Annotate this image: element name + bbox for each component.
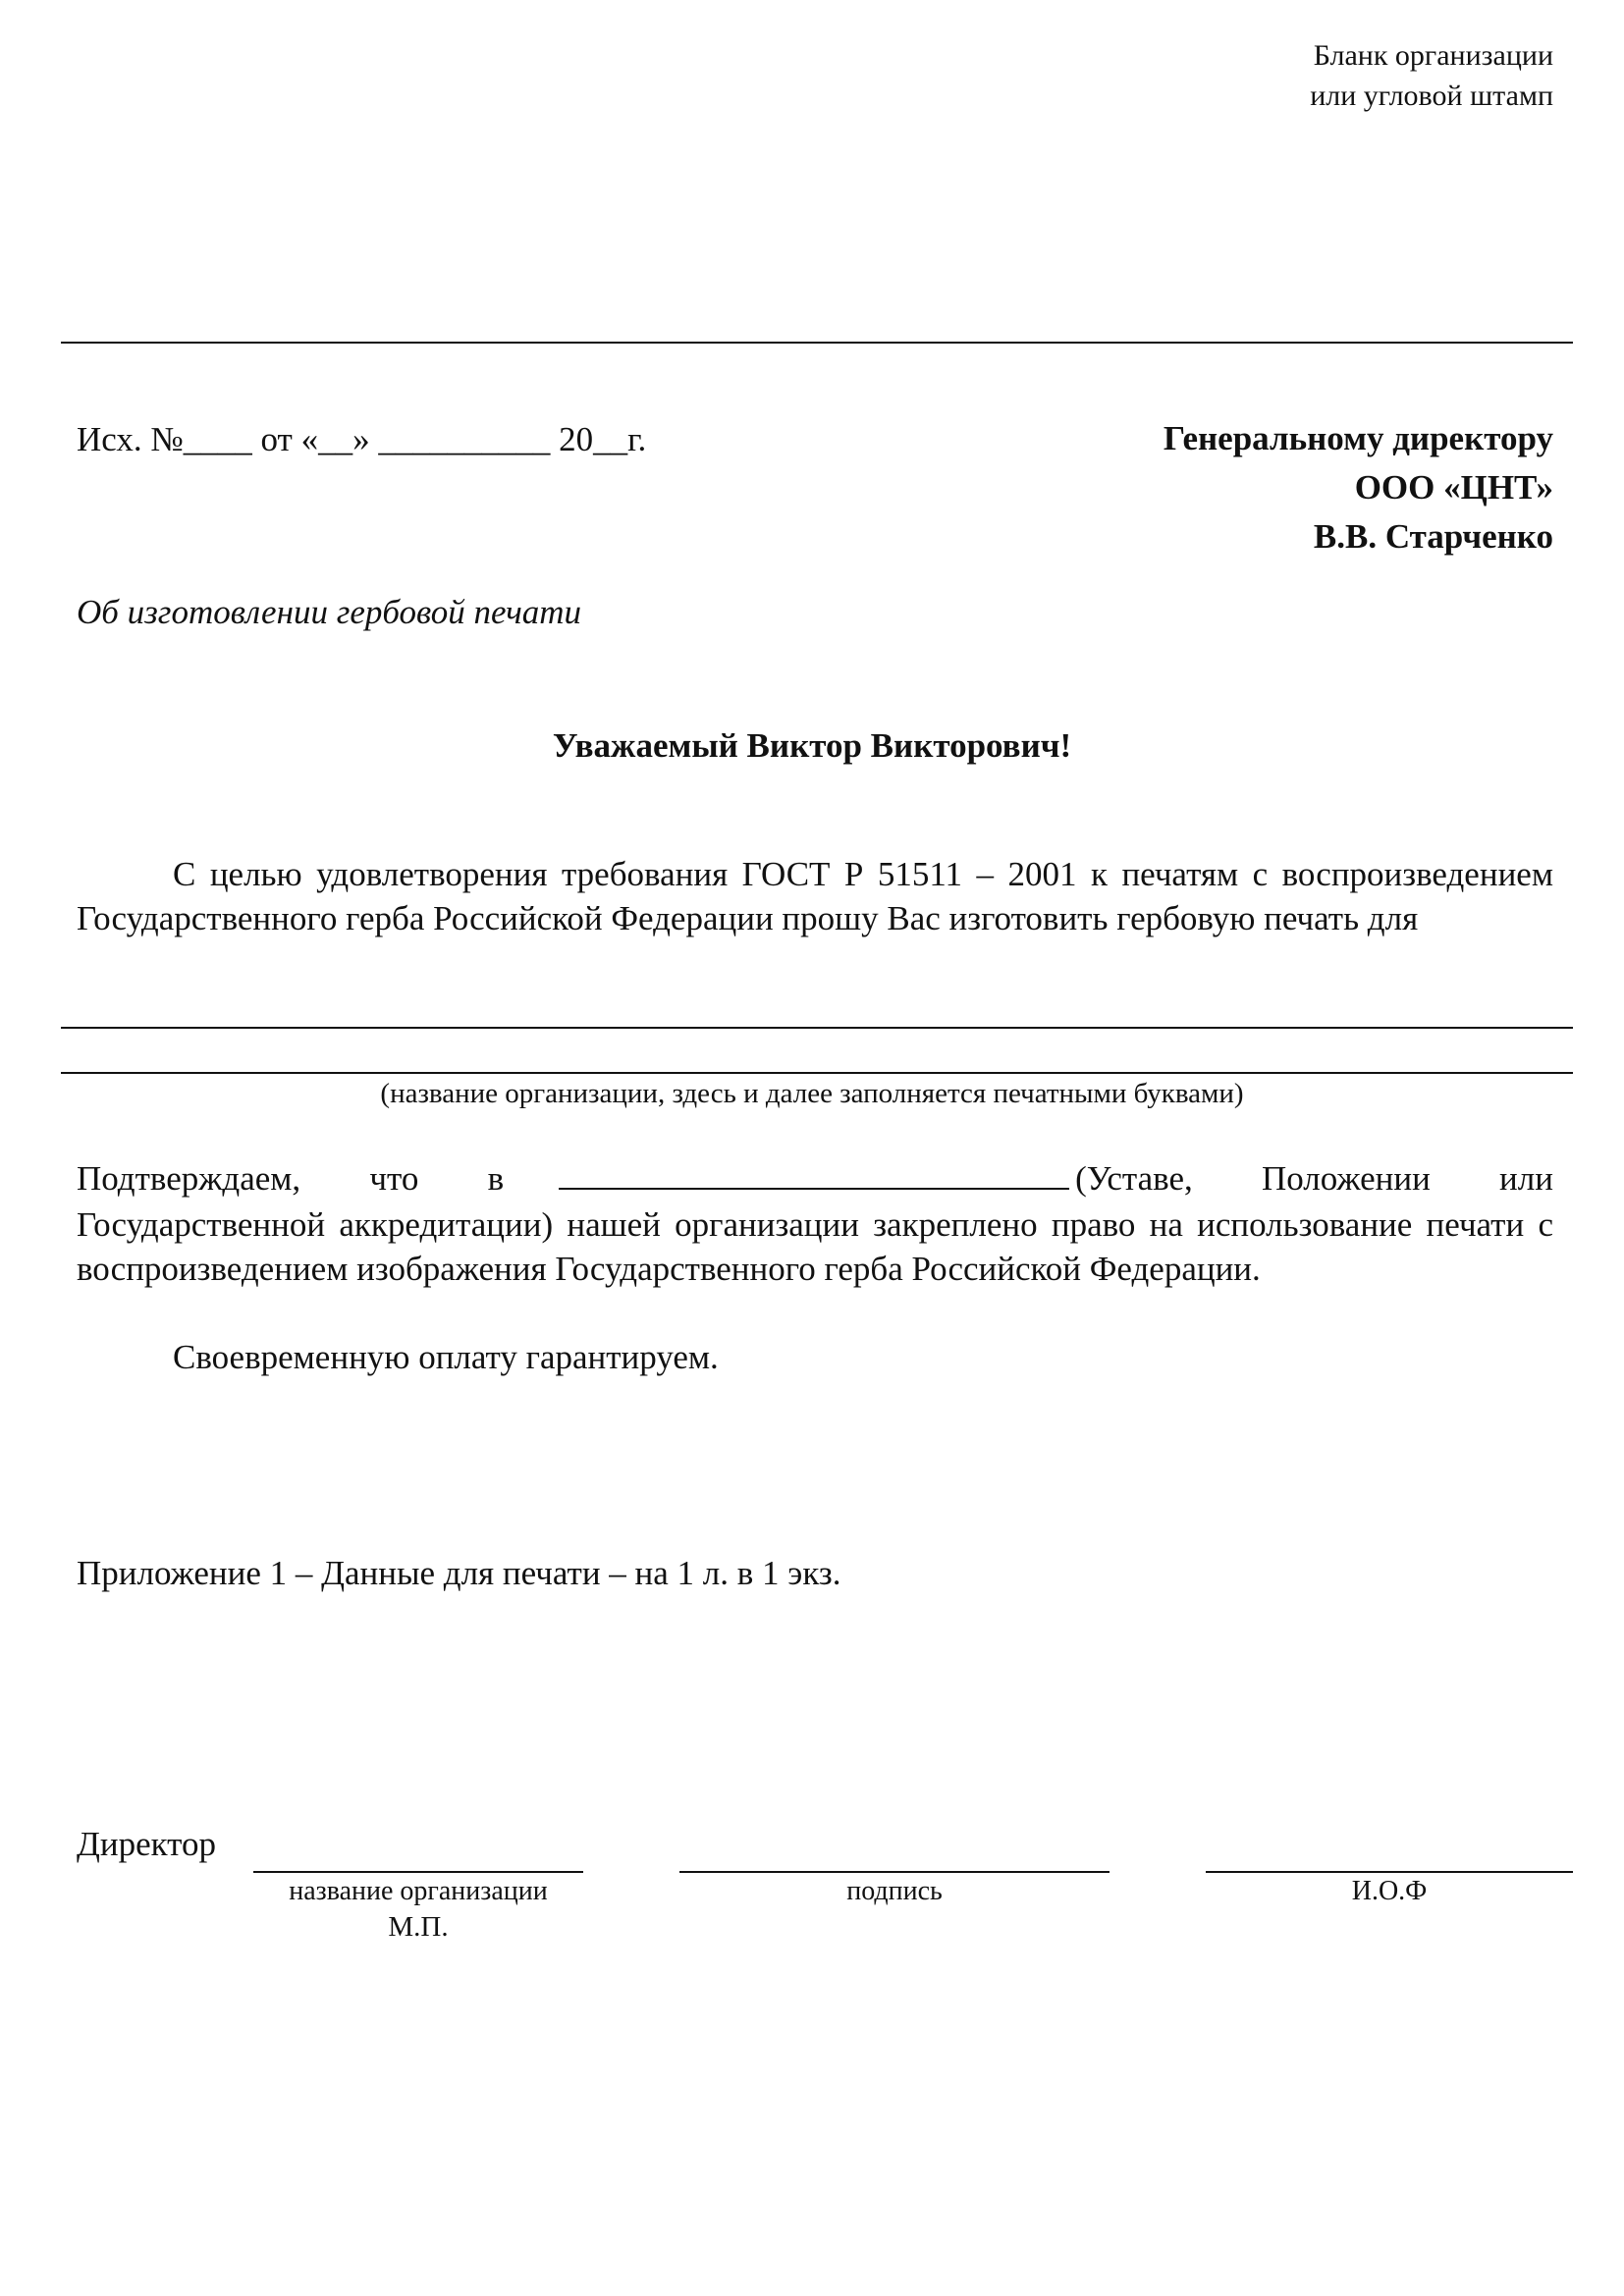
signature-line bbox=[679, 1871, 1110, 1873]
org-name-line-2 bbox=[61, 1072, 1573, 1074]
full-name-signature-line bbox=[1206, 1871, 1573, 1873]
stamp-line-1: Бланк организации bbox=[1313, 39, 1553, 72]
stamp-line-2: или угловой штамп bbox=[1310, 80, 1553, 112]
signature-caption-sign: подпись bbox=[846, 1876, 943, 1906]
confirm-after-blank-3: или bbox=[1499, 1159, 1553, 1198]
payment-guarantee: Своевременную оплату гарантируем. bbox=[173, 1338, 719, 1376]
director-label: Директор bbox=[77, 1825, 217, 1863]
confirm-after-blank-1: (Уставе, bbox=[1075, 1159, 1193, 1198]
seal-place-label: М.П. bbox=[388, 1911, 449, 1943]
letterhead-stamp-note bbox=[1310, 35, 1553, 116]
org-name-signature-line bbox=[253, 1871, 583, 1873]
letter-subject: Об изготовлении гербовой печати bbox=[77, 593, 582, 631]
confirmation-first-line bbox=[77, 1158, 1553, 1199]
recipient-name: В.В. Старченко bbox=[1313, 517, 1553, 556]
confirm-after-blank-2: Положении bbox=[1261, 1159, 1431, 1198]
confirm-blank-group bbox=[488, 1158, 1193, 1199]
salutation: Уважаемый Виктор Викторович! bbox=[552, 726, 1072, 765]
recipient-block bbox=[1164, 414, 1553, 561]
org-name-line-1 bbox=[61, 1027, 1573, 1029]
recipient-company: ООО «ЦНТ» bbox=[1354, 468, 1553, 507]
signature-caption-org: название организации bbox=[289, 1876, 548, 1906]
attachment-note: Приложение 1 – Данные для печати – на 1 л. в 1 экз. bbox=[77, 1554, 841, 1592]
request-paragraph: С целью удовлетворения требования ГОСТ Р 51511 – 2001 к печатям с воспроизведением Государственного герба Российской Федерации прошу Вас изготовить гербовую печать для bbox=[77, 855, 1553, 937]
recipient-position: Генеральному директору bbox=[1163, 419, 1553, 457]
outgoing-number-line: Исх. №____ от «__» __________ 20__г. bbox=[77, 420, 647, 458]
confirmation-paragraph: Государственной аккредитации) нашей организации закреплено право на использование печати с воспроизведением изображения Государственного герба Российской Федерации. bbox=[77, 1205, 1553, 1288]
confirm-word-1: Подтверждаем, bbox=[77, 1159, 301, 1198]
confirm-word-2: что bbox=[369, 1159, 419, 1198]
confirm-word-3: в bbox=[487, 1159, 505, 1198]
signature-caption-name: И.О.Ф bbox=[1351, 1876, 1428, 1906]
org-name-caption: (название организации, здесь и далее заполняется печатными буквами) bbox=[380, 1078, 1244, 1109]
document-type-blank bbox=[559, 1158, 1069, 1190]
header-divider bbox=[61, 342, 1573, 344]
